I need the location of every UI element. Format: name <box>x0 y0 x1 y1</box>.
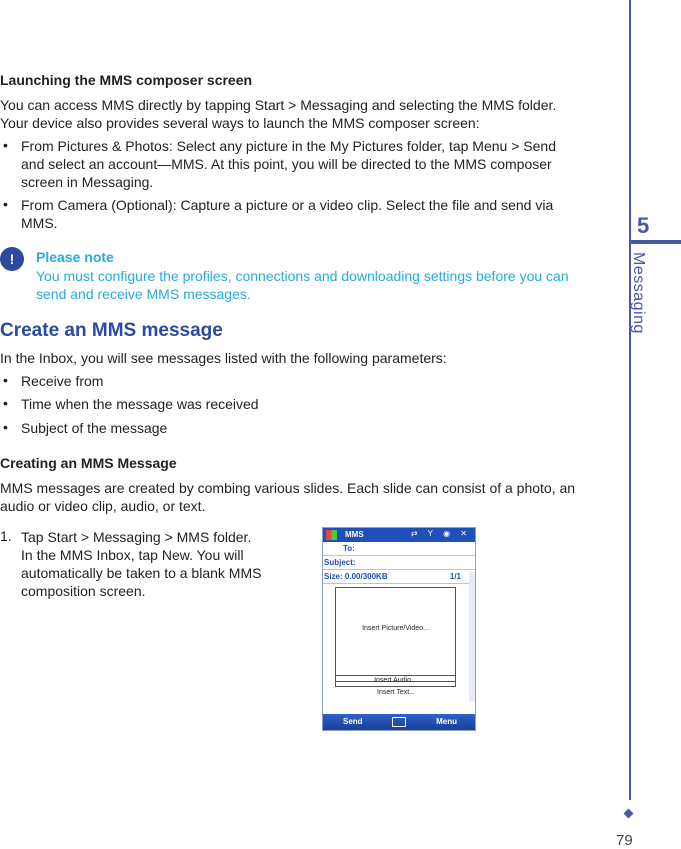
chapter-bar <box>631 240 681 244</box>
diamond-icon <box>624 809 634 819</box>
to-field[interactable] <box>323 542 475 556</box>
bullet-icon: • <box>3 196 8 212</box>
sidebar-rule <box>629 0 631 800</box>
status-icons[interactable]: ⇄ Y ◉ ✕ <box>410 529 471 538</box>
step-line-3: automatically be taken to a blank MMS <box>21 565 262 581</box>
insert-audio-button[interactable]: Insert Audio... <box>335 675 456 687</box>
page-number: 79 <box>616 832 633 849</box>
param-item-1: Receive from <box>21 373 104 389</box>
size-label: Size: 0.00/300KB <box>324 572 388 581</box>
menu-softkey[interactable]: Menu <box>436 717 457 726</box>
step-line-1: Tap Start > Messaging > MMS folder. <box>21 529 252 545</box>
phone-title: MMS <box>345 530 364 539</box>
param-item-3: Subject of the message <box>21 420 168 436</box>
bullet-icon: • <box>3 419 8 435</box>
launch-bullet-1-line-3: screen in Messaging. <box>21 174 154 190</box>
note-text <box>36 267 616 303</box>
insert-text-button[interactable]: Insert Text... <box>377 689 415 696</box>
create-heading: Create an MMS message <box>0 320 223 341</box>
step-line-2: In the MMS Inbox, tap New. You will <box>21 547 244 563</box>
note-title: Please note <box>36 249 114 265</box>
mms-screenshot <box>322 527 476 731</box>
insert-picture-label: Insert Picture/Video... <box>362 625 429 632</box>
launch-heading: Launching the MMS composer screen <box>0 72 253 88</box>
create-desc-2: audio or video clip, audio, or text. <box>0 498 206 514</box>
create-desc-1: MMS messages are created by combing various slides. Each slide can consist of a photo, an <box>0 480 576 496</box>
subject-field[interactable] <box>323 556 475 570</box>
slide-count: 1/1 <box>449 572 461 581</box>
chapter-number: 5 <box>637 213 650 238</box>
step-text <box>21 528 281 600</box>
phone-title-bar <box>323 528 475 542</box>
chapter-name: Messaging <box>630 252 647 334</box>
scrollbar[interactable] <box>469 572 475 702</box>
bullet-icon: • <box>3 395 8 411</box>
to-label: To: <box>343 544 355 553</box>
send-softkey[interactable]: Send <box>343 717 363 726</box>
size-row <box>323 570 475 584</box>
bullet-icon: • <box>3 372 8 388</box>
note-text-line-2: send and receive MMS messages. <box>36 286 251 302</box>
windows-logo-icon[interactable] <box>326 530 337 540</box>
insert-picture-area[interactable] <box>335 587 456 682</box>
keyboard-icon[interactable] <box>392 717 406 727</box>
create-subheading: Creating an MMS Message <box>0 455 177 471</box>
param-item-2: Time when the message was received <box>21 396 259 412</box>
note-text-line-1: You must configure the profiles, connections and downloading settings before you can <box>36 268 569 284</box>
subject-label: Subject: <box>324 558 356 567</box>
bullet-icon: • <box>3 137 8 153</box>
launch-bullet-1-line-1: From Pictures & Photos: Select any picture in the My Pictures folder, tap Menu > Send <box>21 138 556 154</box>
step-number: 1. <box>0 528 12 544</box>
launch-bullet-2-line-2: MMS. <box>21 215 58 231</box>
launch-intro-1: You can access MMS directly by tapping Start > Messaging and selecting the MMS folder. <box>0 97 557 113</box>
step-line-4: composition screen. <box>21 583 146 599</box>
launch-intro-2: Your device also provides several ways to launch the MMS composer screen: <box>0 115 480 131</box>
note-icon: ! <box>0 247 24 271</box>
create-intro: In the Inbox, you will see messages listed with the following parameters: <box>0 350 447 366</box>
softkey-bar <box>323 714 475 730</box>
launch-bullet-1-line-2: and select an account—MMS. At this point, you will be directed to the MMS composer <box>21 156 552 172</box>
launch-bullet-2-line-1: From Camera (Optional): Capture a picture or a video clip. Select the file and send via <box>21 197 554 213</box>
